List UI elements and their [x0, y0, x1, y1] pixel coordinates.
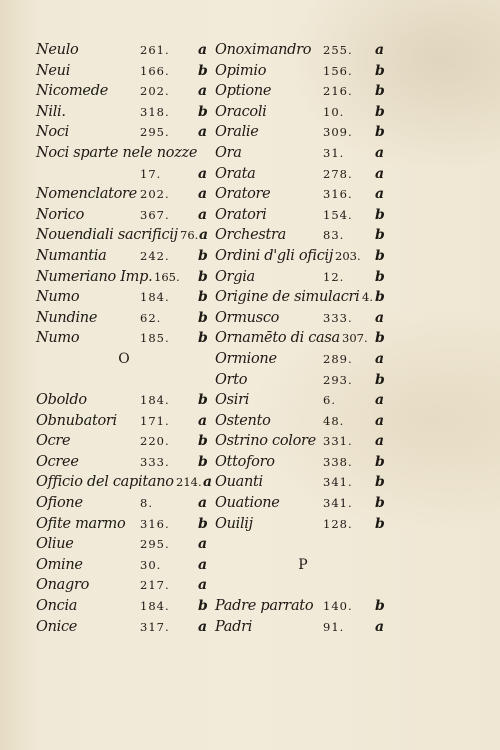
index-entry	[215, 390, 391, 411]
entry-side-letter: a	[375, 412, 385, 429]
entry-term: Noci	[36, 124, 69, 141]
entry-term: Neulo	[36, 42, 79, 58]
entry-side-letter: a	[198, 536, 208, 553]
entry-side-letter: a	[375, 350, 385, 367]
entry-side-letter: b	[375, 83, 385, 100]
entry-page-number: 166.	[140, 63, 170, 78]
entry-term: Optione	[215, 83, 272, 100]
entry-term: Oralie	[215, 124, 259, 141]
index-entry	[36, 308, 212, 329]
entry-page-number: 10.	[323, 104, 345, 119]
entry-page-number: 62.	[140, 310, 162, 325]
entry-page-number: 91.	[323, 619, 345, 634]
entry-page-number: 295.	[140, 125, 170, 140]
index-entry	[215, 61, 391, 82]
entry-page-number: 214.	[176, 475, 202, 490]
entry-term: Ofione	[36, 495, 83, 512]
entry-side-letter: b	[375, 515, 385, 532]
index-entry	[36, 514, 212, 535]
entry-term: Ormusco	[215, 309, 280, 326]
index-entry	[215, 452, 391, 473]
entry-term: Neui	[36, 62, 71, 79]
index-column-left	[36, 40, 212, 637]
entry-page-number: 12.	[323, 269, 345, 284]
entry-term: Omine	[36, 556, 83, 573]
index-entry	[215, 122, 391, 143]
entry-side-letter: a	[198, 206, 208, 223]
entry-term: Orata	[215, 165, 256, 182]
entry-side-letter: a	[198, 42, 208, 58]
index-entry	[215, 617, 391, 638]
entry-side-letter: b	[198, 515, 208, 532]
entry-side-letter: b	[375, 453, 385, 470]
entry-term: Ocree	[36, 453, 79, 470]
entry-page-number: 156.	[323, 63, 353, 78]
entry-side-letter: b	[198, 392, 208, 409]
entry-page-number: 171.	[140, 413, 170, 428]
entry-term: Onoximandro	[215, 42, 312, 58]
entry-side-letter: b	[375, 474, 385, 491]
index-entry	[36, 575, 212, 596]
entry-term: Padre parrato	[215, 598, 314, 615]
entry-term: Ouanti	[215, 474, 263, 491]
entry-page-number: 184.	[140, 290, 170, 305]
entry-page-number: 128.	[323, 516, 353, 531]
index-column-right	[215, 40, 391, 637]
entry-term: Numo	[36, 330, 80, 347]
index-entry	[36, 555, 212, 576]
letter-heading-text: O	[118, 350, 130, 367]
entry-term: Ordini d'gli oficij	[215, 247, 334, 264]
entry-side-letter: b	[375, 206, 385, 223]
index-entry	[36, 472, 212, 493]
entry-term: Ostento	[215, 412, 271, 429]
entry-side-letter: b	[198, 433, 208, 450]
index-entry	[36, 596, 212, 617]
entry-page-number: 8.	[140, 496, 153, 511]
entry-term: Opimio	[215, 62, 267, 79]
index-entry	[36, 328, 212, 349]
index-entry	[215, 164, 391, 185]
entry-term: Numo	[36, 289, 80, 306]
entry-page-number: 316.	[323, 187, 353, 202]
index-entry	[215, 225, 391, 246]
entry-side-letter: a	[198, 412, 208, 429]
entry-page-number: 317.	[140, 619, 170, 634]
entry-page-number: 185.	[140, 331, 170, 346]
entry-side-letter: b	[198, 103, 208, 120]
entry-term: Ottoforo	[215, 453, 275, 470]
entry-side-letter: a	[375, 165, 385, 182]
index-entry	[36, 287, 212, 308]
index-entry	[215, 267, 391, 288]
entry-term: Ostrino colore	[215, 433, 316, 450]
entry-page-number: 307.	[342, 331, 368, 346]
entry-side-letter: a	[375, 42, 385, 58]
entry-page-number: 341.	[323, 475, 353, 490]
entry-side-letter: b	[375, 227, 385, 244]
entry-term: Noci sparte nele nozze	[36, 144, 198, 161]
index-entry	[215, 596, 391, 617]
entry-page-number: 309.	[323, 125, 353, 140]
index-entry	[36, 143, 212, 164]
entry-side-letter: a	[198, 83, 208, 100]
entry-side-letter: a	[198, 165, 208, 182]
letter-heading-text: P	[298, 556, 308, 573]
index-entry	[36, 617, 212, 638]
entry-page-number: 293.	[323, 372, 353, 387]
index-entry	[36, 205, 212, 226]
index-entry	[215, 184, 391, 205]
index-entry	[215, 431, 391, 452]
entry-term: Oracoli	[215, 103, 267, 120]
entry-term: Oratori	[215, 206, 267, 223]
index-entry	[36, 81, 212, 102]
entry-page-number: 202.	[140, 84, 170, 99]
entry-term: Ofite marmo	[36, 515, 126, 532]
entry-term: Nili.	[36, 103, 66, 120]
entry-side-letter: b	[198, 598, 208, 615]
entry-side-letter: a	[198, 124, 208, 141]
entry-term: Osiri	[215, 392, 250, 409]
index-entry	[36, 411, 212, 432]
index-entry	[215, 40, 391, 61]
index-entry	[215, 205, 391, 226]
index-entry	[36, 493, 212, 514]
entry-side-letter: b	[375, 289, 385, 306]
entry-page-number: 295.	[140, 537, 170, 552]
entry-term: Ocre	[36, 433, 71, 450]
entry-side-letter: b	[375, 268, 385, 285]
entry-page-number: 165.	[154, 269, 180, 284]
entry-term: Ornamēto di casa	[215, 330, 340, 347]
entry-side-letter: b	[375, 330, 385, 347]
entry-side-letter: a	[375, 309, 385, 326]
entry-side-letter: a	[198, 618, 208, 635]
entry-side-letter: a	[199, 227, 209, 244]
entry-page-number: 333.	[323, 310, 353, 325]
entry-side-letter: b	[375, 371, 385, 388]
entry-side-letter: a	[203, 474, 213, 491]
entry-page-number: 184.	[140, 393, 170, 408]
index-entry	[36, 184, 212, 205]
entry-page-number: 154.	[323, 207, 353, 222]
entry-page-number: 367.	[140, 207, 170, 222]
entry-page-number: 261.	[140, 43, 170, 57]
entry-side-letter: b	[375, 103, 385, 120]
index-entry	[36, 164, 212, 185]
entry-page-number: 333.	[140, 454, 170, 469]
entry-side-letter: b	[198, 62, 208, 79]
entry-term: Nouendiali sacrificij	[36, 227, 178, 244]
entry-term: Padri	[215, 618, 253, 635]
entry-page-number: 30.	[140, 557, 162, 572]
entry-page-number: 316.	[140, 516, 170, 531]
entry-side-letter: b	[198, 289, 208, 306]
index-entry	[215, 102, 391, 123]
entry-page-number: 31.	[323, 145, 345, 160]
entry-page-number: 217.	[140, 578, 170, 593]
entry-side-letter: a	[375, 144, 385, 161]
entry-page-number: 4.	[362, 290, 373, 305]
entry-side-letter: a	[375, 433, 385, 450]
entry-side-letter: b	[375, 62, 385, 79]
entry-page-number: 48.	[323, 413, 345, 428]
entry-term: Nomenclatore	[36, 186, 137, 203]
entry-side-letter: a	[375, 186, 385, 203]
index-entry	[215, 370, 391, 391]
entry-term: Oboldo	[36, 392, 87, 409]
entry-term: Oratore	[215, 186, 271, 203]
index-entry	[215, 349, 391, 370]
index-entry	[215, 81, 391, 102]
entry-page-number: 184.	[140, 599, 170, 614]
entry-page-number: 278.	[323, 166, 353, 181]
entry-side-letter: a	[198, 556, 208, 573]
entry-term: Oncia	[36, 598, 78, 615]
index-entry	[215, 493, 391, 514]
entry-side-letter: a	[198, 577, 208, 594]
index-entry	[36, 431, 212, 452]
entry-term: Oliue	[36, 536, 74, 553]
entry-term: Nundine	[36, 309, 98, 326]
index-entry	[215, 143, 391, 164]
entry-side-letter: b	[375, 247, 385, 264]
entry-side-letter: b	[198, 453, 208, 470]
entry-side-letter: b	[375, 124, 385, 141]
index-entry	[215, 534, 391, 555]
index-entry	[215, 411, 391, 432]
entry-page-number: 338.	[323, 454, 353, 469]
index-entry	[36, 102, 212, 123]
index-entry	[36, 225, 212, 246]
index-entry	[215, 328, 391, 349]
entry-side-letter: b	[198, 330, 208, 347]
entry-side-letter: b	[375, 598, 385, 615]
entry-term: Obnubatori	[36, 412, 117, 429]
index-entry	[36, 40, 212, 61]
index-entry	[36, 122, 212, 143]
entry-page-number: 6.	[323, 393, 336, 408]
index-entry	[215, 575, 391, 596]
entry-page-number: 242.	[140, 248, 170, 263]
entry-term: Numeriano Imp.	[36, 268, 153, 285]
entry-term: Nicomede	[36, 83, 108, 100]
entry-page-number: 202.	[140, 187, 170, 202]
entry-page-number: 76.	[180, 228, 199, 243]
index-entry	[36, 246, 212, 267]
entry-term: Officio del capitano	[36, 474, 174, 491]
entry-term: Orto	[215, 371, 248, 388]
entry-term: Onice	[36, 618, 78, 635]
entry-page-number: 216.	[323, 84, 353, 99]
index-entry	[36, 61, 212, 82]
index-entry	[36, 267, 212, 288]
entry-term: Onagro	[36, 577, 90, 594]
entry-page-number: 220.	[140, 434, 170, 449]
entry-side-letter: a	[375, 618, 385, 635]
entry-page-number: 289.	[323, 351, 353, 366]
entry-term: Orgia	[215, 268, 255, 285]
entry-side-letter: a	[375, 392, 385, 409]
index-entry	[36, 370, 212, 391]
entry-term: Origine de simulacri	[215, 289, 360, 306]
index-entry	[36, 452, 212, 473]
entry-side-letter: b	[375, 495, 385, 512]
entry-page-number: 318.	[140, 104, 170, 119]
entry-side-letter: a	[198, 495, 208, 512]
entry-side-letter: b	[198, 268, 208, 285]
letter-heading	[215, 555, 391, 576]
index-entry	[215, 308, 391, 329]
letter-heading	[36, 349, 212, 370]
entry-term: Ora	[215, 144, 242, 161]
entry-term: Ouilij	[215, 515, 253, 532]
entry-side-letter: b	[198, 247, 208, 264]
entry-side-letter: a	[198, 186, 208, 203]
entry-term: Ormione	[215, 350, 277, 367]
entry-page-number: 17.	[140, 166, 162, 181]
entry-page-number: 83.	[323, 228, 345, 243]
entry-side-letter: b	[198, 309, 208, 326]
entry-term: Orchestra	[215, 227, 287, 244]
index-entry	[215, 246, 391, 267]
index-entry	[215, 472, 391, 493]
entry-page-number: 140.	[323, 599, 353, 614]
index-entry	[215, 514, 391, 535]
entry-page-number: 341.	[323, 496, 353, 511]
entry-page-number: 331.	[323, 434, 353, 449]
index-entry	[215, 287, 391, 308]
entry-page-number: 203.	[335, 248, 361, 263]
entry-term: Ouatione	[215, 495, 280, 512]
entry-page-number: 255.	[323, 43, 353, 57]
index-entry	[36, 390, 212, 411]
index-entry	[36, 534, 212, 555]
entry-term: Numantia	[36, 247, 107, 264]
entry-term: Norico	[36, 206, 85, 223]
